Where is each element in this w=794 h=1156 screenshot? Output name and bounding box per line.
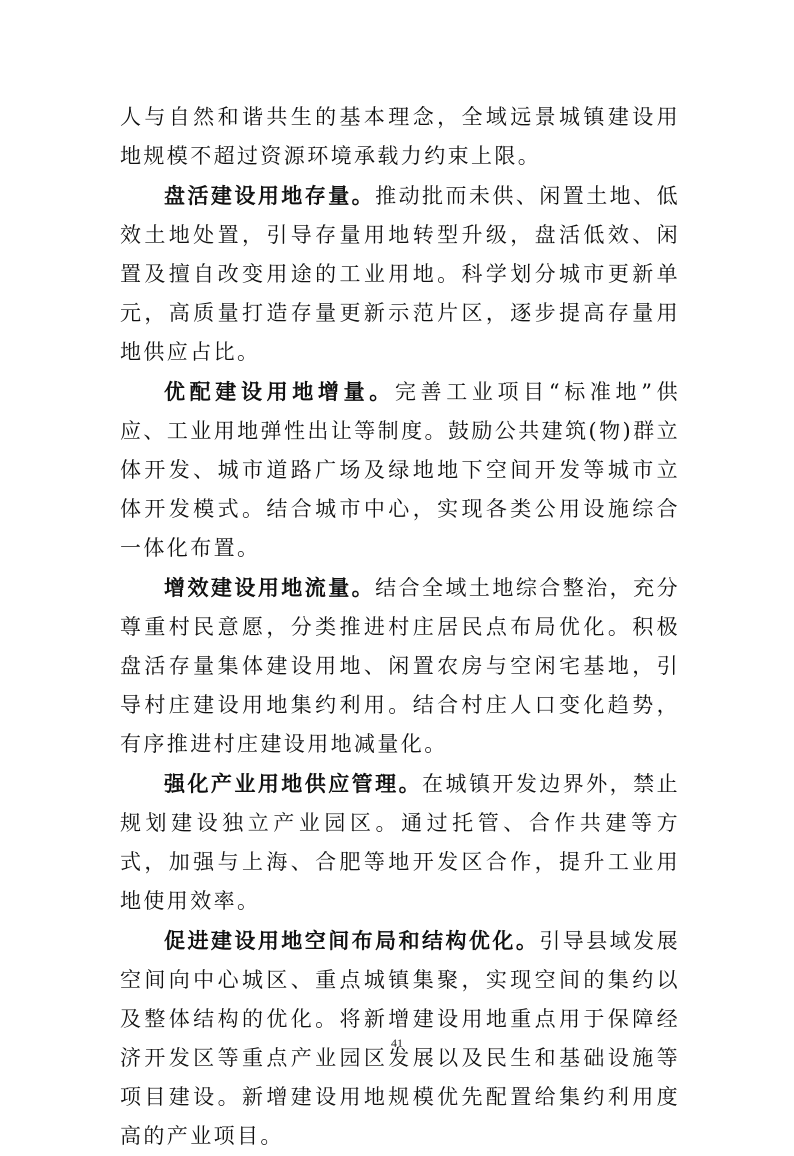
paragraph-text: 结合全域土地综合整治，充分尊重村民意愿，分类推进村庄居民点布局优化。积极盘活存量集体建设用地、闲置农房与空闲宅基地，引导村庄建设用地集约利用。结合村庄人口变化趋势，有序推进村庄建设用地减量化。 [120,576,680,756]
paragraph-industrial-land [120,764,680,921]
paragraph-land-flow [120,568,680,764]
paragraph-text: 完善工业项目“标准地”供应、工业用地弹性出让等制度。鼓励公共建筑(物)群立体开发、城市道路广场及绿地地下空间开发等城市立体开发模式。结合城市中心，实现各类公用设施综合一体化布置。 [120,380,680,560]
paragraph-heading: 促进建设用地空间布局和结构优化。 [164,928,540,953]
paragraph-continuation [120,98,680,176]
paragraph-heading: 优配建设用地增量。 [164,379,395,404]
body-text [120,98,680,1156]
paragraph-text: 人与自然和谐共生的基本理念，全域远景城镇建设用地规模不超过资源环境承载力约束上限。 [120,105,680,168]
paragraph-text: 推动批而未供、闲置土地、低效土地处置，引导存量用地转型升级，盘活低效、闲置及擅自改变用途的工业用地。科学划分城市更新单元，高质量打造存量更新示范片区，逐步提高存量用地供应占比。 [120,184,680,364]
page-number: 41 [391,1036,403,1050]
paragraph-text: 在城镇开发边界外，禁止规划建设独立产业园区。通过托管、合作共建等方式，加强与上海、合肥等地开发区合作，提升工业用地使用效率。 [120,772,680,913]
paragraph-stock-land [120,176,680,372]
paragraph-heading: 增效建设用地流量。 [164,575,376,600]
paragraph-text: 引导县域发展空间向中心城区、重点城镇集聚，实现空间的集约以及整体结构的优化。将新增建设用地重点用于保障经济开发区等重点产业园区发展以及民生和基础设施等项目建设。新增建设用地规模优先配置给集约利用度高的产业项目。 [120,929,680,1148]
paragraph-heading: 盘活建设用地存量。 [164,183,376,208]
paragraph-incremental-land [120,372,680,568]
paragraph-heading: 强化产业用地供应管理。 [164,771,423,796]
